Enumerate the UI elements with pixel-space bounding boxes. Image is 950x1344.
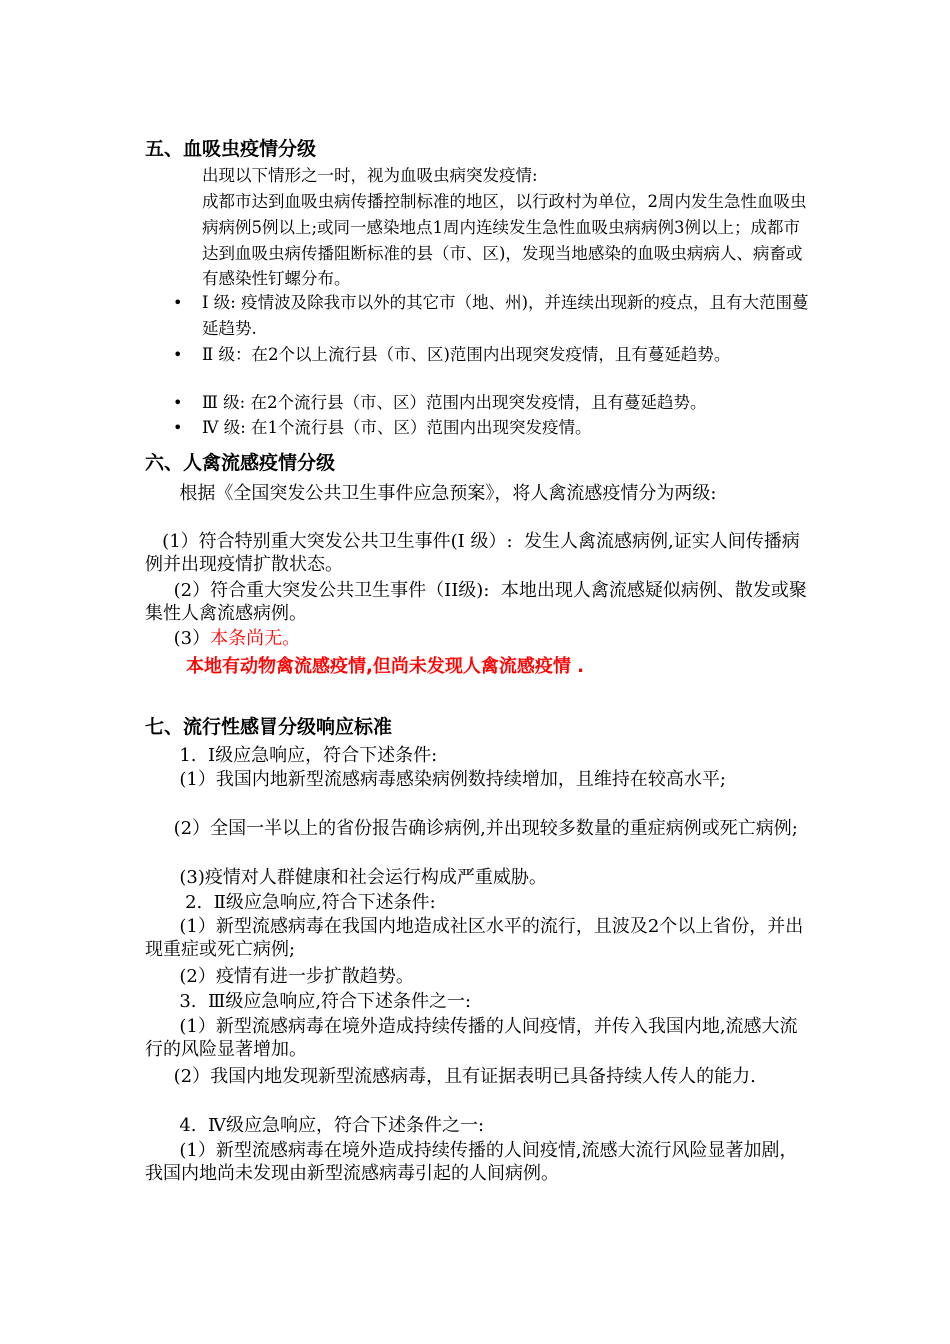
item-3-prefix: (3）	[145, 628, 211, 649]
section7-paragraph: (2）疫情有进一步扩散趋势。	[145, 966, 414, 987]
section7-paragraph: (2）我国内地发现新型流感病毒，且有证据表明已具备持续人传人的能力.	[145, 1066, 756, 1087]
section7-paragraph: 4. Ⅳ级应急响应，符合下述条件之一:	[145, 1115, 485, 1136]
bullet-dot: •	[173, 418, 183, 437]
bullet-dot: •	[173, 293, 183, 312]
section6-paragraph-3: (2）符合重大突发公共卫生事件（II级): 本地出现人禽流感疑似病例、散发或聚集性人禽流感病例。	[145, 580, 807, 624]
section5-bullet-4: Ⅳ 级: 在1个流行县（市、区）范围内出现突发疫情。	[202, 418, 592, 437]
section5-bullet-2: Ⅱ 级：在2个以上流行县（市、区)范围内出现突发疫情，且有蔓延趋势。	[202, 345, 731, 364]
section7-paragraph: (2）全国一半以上的省份报告确诊病例,并出现较多数量的重症病例或死亡病例;	[145, 818, 798, 839]
section5-intro: 出现以下情形之一时，视为血吸虫病突发疫情:	[202, 166, 538, 185]
section5-body: 成都市达到血吸虫病传播控制标准的地区，以行政村为单位，2周内发生急性血吸虫病病例5例以上;或同一感染地点1周内连续发生急性血吸虫病病例3例以上；成都市达到血吸虫病传播阻断标准的县（市、区)，发现当地感染的血吸虫病病人、病畜或有感染性钉螺分布。	[202, 192, 807, 289]
section7-paragraph: (1）我国内地新型流感病毒感染病例数持续增加，且维持在较高水平;	[145, 769, 726, 790]
section5-bullet-1: Ⅰ 级: 疫情波及除我市以外的其它市（地、州)，并连续出现新的疫点，且有大范围蔓延趋势.	[202, 293, 809, 338]
section7-paragraph: (1）新型流感病毒在境外造成持续传播的人间疫情，并传入我国内地,流感大流行的风险显著增加。	[145, 1016, 798, 1060]
section7-paragraph: 2. Ⅱ级应急响应,符合下述条件:	[145, 892, 436, 913]
bullet-dot: •	[173, 393, 183, 412]
red-note: 本地有动物禽流感疫情,但尚未发现人禽流感疫情 .	[186, 656, 584, 677]
section6-heading: 六、人禽流感疫情分级	[145, 452, 336, 474]
section7-paragraph: (1）新型流感病毒在我国内地造成社区水平的流行，且波及2个以上省份，并出现重症或死亡病例;	[145, 916, 804, 960]
section6-paragraph-1: 根据《全国突发公共卫生事件应急预案》，将人禽流感疫情分为两级:	[145, 483, 717, 504]
section6-paragraph-4	[145, 627, 810, 650]
bullet-dot: •	[173, 345, 183, 364]
section7-paragraph: 3. Ⅲ级应急响应,符合下述条件之一:	[145, 991, 472, 1012]
section7-heading: 七、流行性感冒分级响应标准	[145, 716, 393, 738]
section7-paragraph: (3)疫情对人群健康和社会运行构成严重威胁。	[145, 867, 547, 888]
item-3-red-text: 本条尚无。	[210, 628, 301, 649]
section6-paragraph-2: (1）符合特别重大突发公共卫生事件(Ⅰ 级）: 发生人禽流感病例,证实人间传播病例并出现疫情扩散状态。	[145, 531, 800, 575]
section5-bullet-3: Ⅲ 级: 在2个流行县（市、区）范围内出现突发疫情，且有蔓延趋势。	[202, 393, 707, 412]
section5-heading: 五、血吸虫疫情分级	[145, 138, 317, 160]
section7-paragraph: 1. Ⅰ级应急响应，符合下述条件:	[145, 745, 438, 766]
section7-paragraph: (1）新型流感病毒在境外造成持续传播的人间疫情,流感大流行风险显著加剧，我国内地尚未发现由新型流感病毒引起的人间病例。	[145, 1140, 798, 1184]
